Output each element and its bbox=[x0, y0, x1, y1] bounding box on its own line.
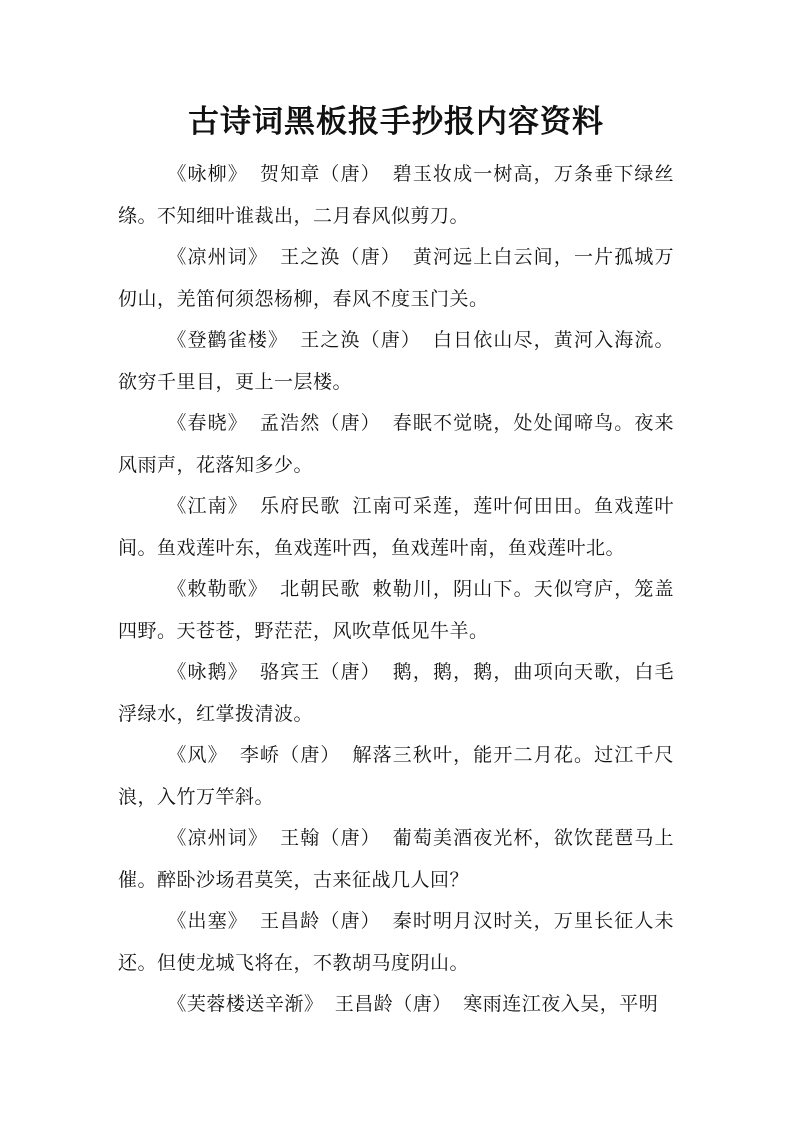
poem-entry bbox=[118, 652, 674, 735]
poem-entry bbox=[118, 320, 674, 403]
poem-text: 寒雨连江夜入吴，平明 bbox=[463, 993, 659, 1015]
poem-title: 《咏柳》 bbox=[167, 163, 248, 185]
poem-text: 黄河远上白云间，一片孤城万仞山，羌笛何须怨杨柳，春风不度玉门关。 bbox=[118, 246, 674, 310]
poem-title: 《芙蓉楼送辛渐》 bbox=[167, 993, 324, 1015]
poem-author: 王之涣（唐） bbox=[299, 329, 421, 351]
poem-title: 《敕勒歌》 bbox=[167, 578, 269, 600]
poem-author: 王翰（唐） bbox=[279, 827, 381, 849]
poem-text: 葡萄美酒夜光杯，欲饮琵琶马上催。醉卧沙场君莫笑，古来征战几人回？ bbox=[118, 827, 674, 891]
poem-text: 鹅，鹅，鹅，曲项向天歌，白毛浮绿水，红掌拨清波。 bbox=[118, 661, 674, 725]
poem-author: 王之涣（唐） bbox=[279, 246, 401, 268]
poem-text: 江南可采莲，莲叶何田田。鱼戏莲叶间。鱼戏莲叶东，鱼戏莲叶西，鱼戏莲叶南，鱼戏莲叶北。 bbox=[118, 495, 674, 559]
poem-entry bbox=[118, 735, 674, 818]
poem-entry bbox=[118, 154, 674, 237]
poem-text: 敕勒川，阴山下。天似穹庐，笼盖四野。天苍苍，野茫茫，风吹草低见牛羊。 bbox=[118, 578, 674, 642]
poem-entry bbox=[118, 569, 674, 652]
poem-author: 孟浩然（唐） bbox=[259, 412, 381, 434]
poem-title: 《登鹳雀楼》 bbox=[167, 329, 289, 351]
poem-title: 《出塞》 bbox=[167, 910, 248, 932]
poem-text: 碧玉妆成一树高，万条垂下绿丝绦。不知细叶谁裁出，二月春风似剪刀。 bbox=[118, 163, 674, 227]
poem-text: 白日依山尽，黄河入海流。欲穷千里目，更上一层楼。 bbox=[118, 329, 674, 393]
poem-author: 王昌龄（唐） bbox=[334, 993, 452, 1015]
poem-title: 《凉州词》 bbox=[167, 246, 269, 268]
poem-author: 李峤（唐） bbox=[239, 744, 341, 766]
page-title: 古诗词黑板报手抄报内容资料 bbox=[188, 104, 604, 140]
poem-list bbox=[118, 154, 674, 1026]
poem-entry bbox=[118, 237, 674, 320]
poem-text: 解落三秋叶，能开二月花。过江千尺浪，入竹万竿斜。 bbox=[118, 744, 674, 808]
poem-author: 王昌龄（唐） bbox=[259, 910, 381, 932]
poem-author: 北朝民歌 bbox=[279, 578, 361, 600]
poem-author: 骆宾王（唐） bbox=[259, 661, 381, 683]
poem-entry bbox=[118, 818, 674, 901]
poem-title: 《江南》 bbox=[167, 495, 248, 517]
poem-entry bbox=[118, 901, 674, 984]
poem-author: 乐府民歌 bbox=[259, 495, 341, 517]
poem-entry bbox=[118, 486, 674, 569]
poem-title: 《咏鹅》 bbox=[167, 661, 248, 683]
poem-entry bbox=[118, 984, 674, 1026]
poem-entry bbox=[118, 403, 674, 486]
poem-title: 《风》 bbox=[167, 744, 228, 766]
poem-title: 《春晓》 bbox=[167, 412, 248, 434]
poem-text: 秦时明月汉时关，万里长征人未还。但使龙城飞将在，不教胡马度阴山。 bbox=[118, 910, 674, 974]
poem-title: 《凉州词》 bbox=[167, 827, 269, 849]
poem-text: 春眠不觉晓，处处闻啼鸟。夜来风雨声，花落知多少。 bbox=[118, 412, 674, 476]
poem-author: 贺知章（唐） bbox=[259, 163, 381, 185]
